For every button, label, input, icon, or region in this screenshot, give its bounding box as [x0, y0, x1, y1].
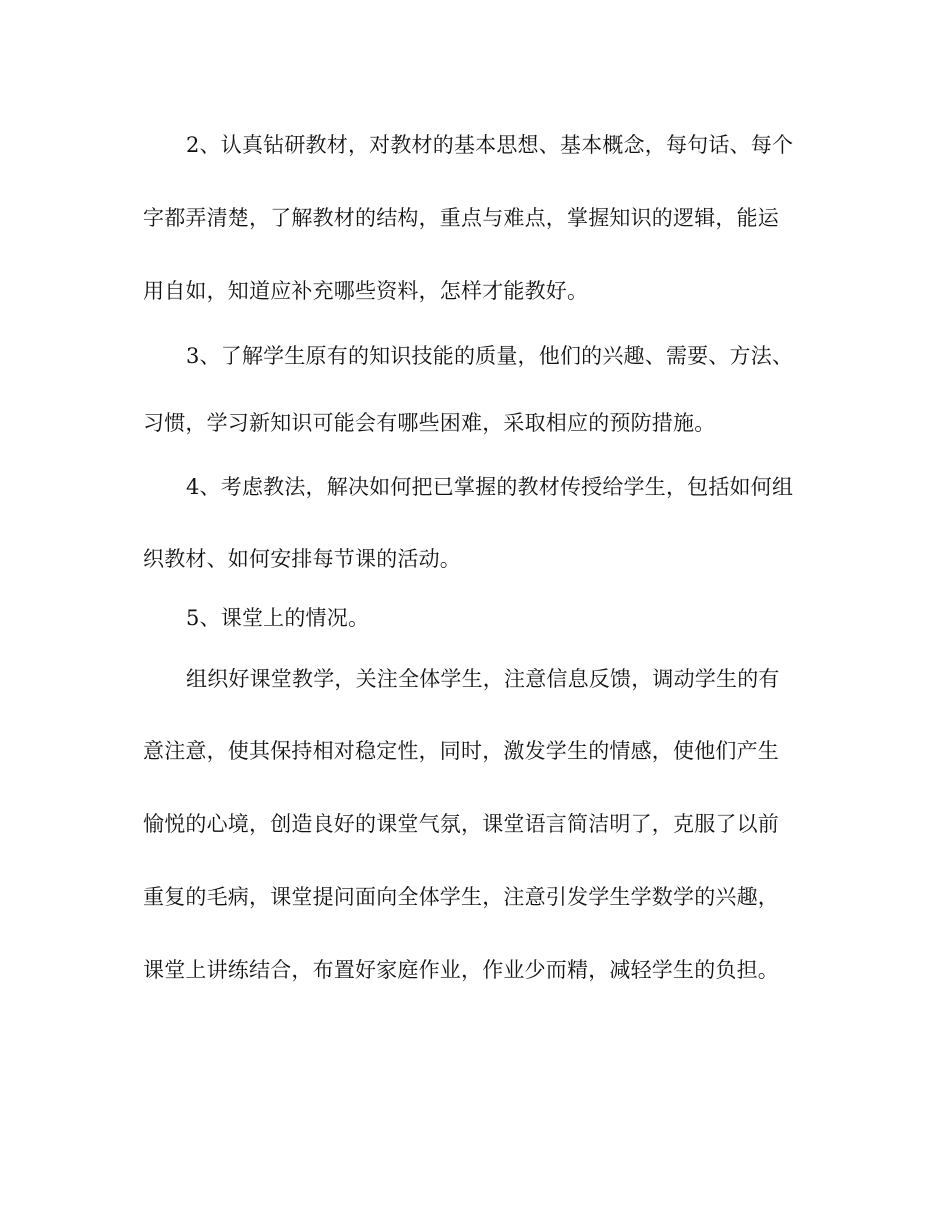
paragraph-6-line-2: 意注意，使其保持相对稳定性，同时，激发学生的情感，使他们产生 [143, 739, 779, 763]
paragraph-4-line-1: 4、考虑教法，解决如何把已掌握的教材传授给学生，包括如何组 [186, 475, 794, 499]
paragraph-4-line-2: 织教材、如何安排每节课的活动。 [143, 547, 461, 571]
paragraph-3-line-1: 3、了解学生原有的知识技能的质量，他们的兴趣、需要、方法、 [186, 344, 794, 368]
paragraph-6-line-5: 课堂上讲练结合，布置好家庭作业，作业少而精，减轻学生的负担。 [143, 958, 779, 982]
paragraph-3-line-2: 习惯，学习新知识可能会有哪些困难，采取相应的预防措施。 [143, 411, 716, 435]
paragraph-5-heading: 5、课堂上的情况。 [186, 606, 370, 630]
paragraph-6-line-3: 愉悦的心境，创造良好的课堂气氛，课堂语言简洁明了，克服了以前 [143, 812, 779, 836]
paragraph-2-line-1: 2、认真钻研教材，对教材的基本思想、基本概念，每句话、每个 [186, 133, 794, 157]
paragraph-6-line-1: 组织好课堂教学，关注全体学生，注意信息反馈，调动学生的有 [186, 667, 780, 691]
paragraph-6-line-4: 重复的毛病，课堂提问面向全体学生，注意引发学生学数学的兴趣， [143, 885, 779, 909]
paragraph-2-line-2: 字都弄清楚，了解教材的结构，重点与难点，掌握知识的逻辑，能运 [143, 206, 779, 230]
paragraph-2-line-3: 用自如，知道应补充哪些资料，怎样才能教好。 [143, 279, 589, 303]
